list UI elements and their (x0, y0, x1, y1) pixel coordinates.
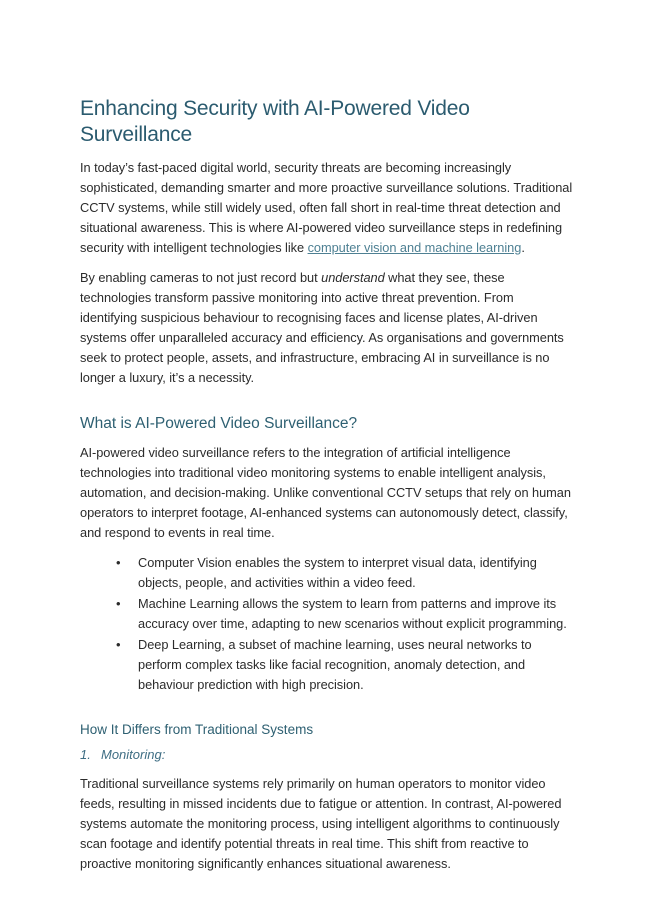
intro-paragraph-2 (80, 268, 573, 388)
list-item (80, 594, 573, 634)
list-item-text: Deep Learning, a subset of machine learning, uses neural networks to perform complex tasks like facial recognition, anomaly detection, and behaviour prediction with high precision. (138, 637, 532, 692)
computer-vision-machine-learning-link[interactable]: computer vision and machine learning (307, 240, 522, 255)
intro-paragraph-2-italic-word: understand (321, 270, 385, 285)
list-item-text: Computer Vision enables the system to interpret visual data, identifying objects, people, and activities within a video feed. (138, 555, 537, 590)
numbered-item-number: 1. (80, 747, 91, 762)
section-what-is-body: AI-powered video surveillance refers to the integration of artificial intelligence technologies into traditional video monitoring systems to enable intelligent analysis, automation, and decision-making. Unlike conventional CCTV setups that rely on human operators to interpret footage, AI-enhanced systems can autonomously detect, classify, and respond to events in real time. (80, 445, 571, 540)
numbered-item-monitoring (80, 746, 573, 764)
bullet-icon: • (116, 555, 121, 570)
intro-paragraph-2-text-start: By enabling cameras to not just record but (80, 270, 322, 285)
list-item (80, 553, 573, 593)
numbered-item-label: Monitoring: (101, 747, 166, 762)
intro-paragraph-2-text-end: what they see, these technologies transform passive monitoring into active threat prevention. From identifying suspicious behaviour to recognising faces and license plates, AI-driven systems offer unparalleled accuracy and efficiency. As organisations and governments seek to protect people, assets, and infrastructure, embracing AI in surveillance is no longer a luxury, it’s a necessity. (80, 270, 564, 385)
section-heading-how-it-differs: How It Differs from Traditional Systems (80, 722, 314, 737)
list-item-text: Machine Learning allows the system to learn from patterns and improve its accuracy over time, adapting to new scenarios without explicit programming. (138, 596, 567, 631)
bullet-icon: • (116, 596, 121, 611)
section-heading-what-is: What is AI-Powered Video Surveillance? (80, 415, 358, 432)
intro-paragraph-1 (80, 158, 573, 258)
bullet-icon: • (116, 637, 121, 652)
key-technologies-list (80, 553, 573, 695)
intro-paragraph-1-text: In today’s fast-paced digital world, security threats are becoming increasingly sophisticated, demanding smarter and more proactive surveillance solutions. Traditional CCTV systems, while still widely used, often fall short in real-time threat detection and situational awareness. This is where AI-powered video surveillance steps in redefining security with intelligent technologies like (80, 160, 573, 255)
section-differs-body: Traditional surveillance systems rely primarily on human operators to monitor video feeds, resulting in missed incidents due to fatigue or attention. In contrast, AI-powered systems automate the monitoring process, using intelligent algorithms to continuously scan footage and identify potential threats in real time. This shift from reactive to proactive monitoring significantly enhances situational awareness. (80, 776, 562, 871)
intro-paragraph-1-period: . (521, 240, 525, 255)
document-title: Enhancing Security with AI-Powered Video Surveillance (80, 97, 470, 146)
list-item (80, 635, 573, 695)
